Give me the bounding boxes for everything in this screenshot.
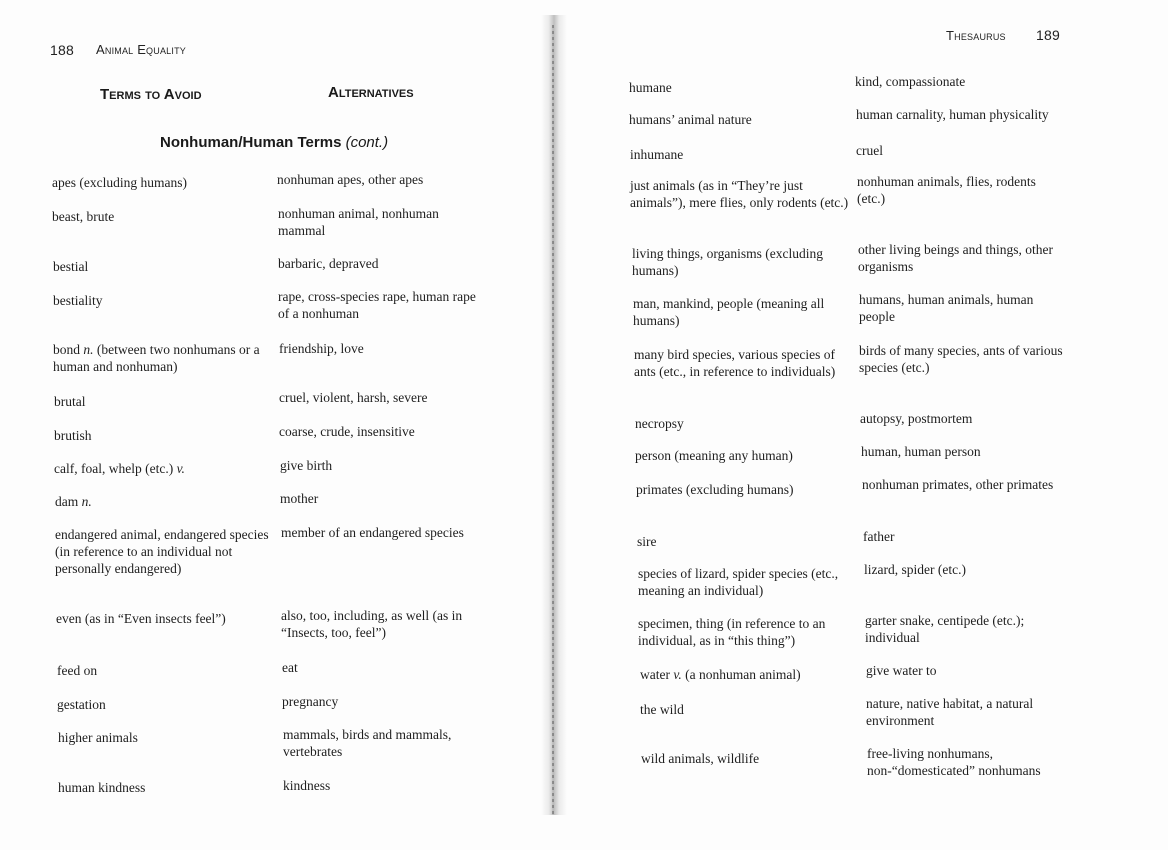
alternative-term: cruel, violent, harsh, severe: [279, 390, 428, 405]
alternative-term: mammals, birds and mammals, vertebrates: [283, 727, 452, 759]
term-to-avoid: many bird species, various species of ants (etc., in reference to individuals): [634, 347, 836, 379]
column-header-terms: Terms to Avoid: [100, 86, 202, 103]
term-to-avoid: feed on: [57, 663, 98, 678]
alternative-term: friendship, love: [279, 341, 364, 356]
section-heading: [160, 134, 388, 151]
term-to-avoid: calf, foal, whelp (etc.) v.: [54, 461, 185, 476]
alternative-term: garter snake, centipede (etc.); individual: [865, 613, 1025, 645]
section-cont: (cont.): [345, 134, 389, 151]
alternative-term: mother: [280, 491, 319, 506]
alternative-term: nonhuman animals, flies, rodents (etc.): [857, 174, 1036, 206]
alternative-term: autopsy, postmortem: [860, 411, 973, 426]
alternative-term: rape, cross-species rape, human rape of a nonhuman: [278, 289, 476, 321]
term-to-avoid: water v. (a nonhuman animal): [640, 667, 801, 682]
alternative-term: cruel: [856, 143, 883, 158]
term-to-avoid: wild animals, wildlife: [641, 751, 760, 766]
term-to-avoid: human kindness: [58, 780, 146, 795]
term-to-avoid: apes (excluding humans): [52, 175, 187, 190]
term-to-avoid: specimen, thing (in reference to an individual, as in “this thing”): [638, 616, 826, 648]
term-to-avoid: bestial: [53, 259, 89, 274]
term-to-avoid: humans’ animal nature: [629, 112, 752, 127]
term-to-avoid: inhumane: [630, 147, 684, 162]
alternative-term: coarse, crude, insensitive: [279, 424, 415, 439]
alternative-term: eat: [282, 660, 298, 675]
alternative-term: member of an endangered species: [281, 525, 464, 540]
right-page: [560, 0, 1168, 850]
alternative-term: human, human person: [861, 444, 981, 459]
alternative-term: pregnancy: [282, 694, 339, 709]
term-to-avoid: humane: [629, 80, 672, 95]
term-to-avoid: sire: [637, 534, 657, 549]
term-to-avoid: beast, brute: [52, 209, 115, 224]
alternative-term: give birth: [280, 458, 333, 473]
section-title: Nonhuman/Human Terms: [160, 134, 342, 151]
term-to-avoid: man, mankind, people (meaning all humans): [633, 296, 825, 328]
term-to-avoid: endangered animal, endangered species (in reference to an individual not personally endangered): [55, 527, 269, 576]
alternative-term: also, too, including, as well (as in “Insects, too, feel”): [281, 608, 463, 640]
left-page-number: 188: [50, 42, 74, 58]
alternative-term: nature, native habitat, a natural environment: [866, 696, 1034, 728]
term-to-avoid: living things, organisms (excluding humans): [632, 246, 823, 278]
alternative-term: other living beings and things, other organisms: [858, 242, 1053, 274]
term-to-avoid: gestation: [57, 697, 106, 712]
term-to-avoid: the wild: [640, 702, 684, 717]
term-to-avoid: bestiality: [53, 293, 103, 308]
term-to-avoid: bond n. (between two nonhumans or a human and nonhuman): [53, 342, 260, 374]
alternative-term: free-living nonhumans, non-“domesticated” nonhumans: [867, 746, 1041, 778]
alternative-term: kind, compassionate: [855, 74, 966, 89]
term-to-avoid: just animals (as in “They’re just animals”), mere flies, only rodents (etc.): [630, 178, 849, 210]
term-to-avoid: species of lizard, spider species (etc., meaning an individual): [638, 566, 839, 598]
book-gutter-binding: [552, 25, 554, 815]
term-to-avoid: primates (excluding humans): [636, 482, 794, 497]
left-running-head: Animal Equality: [96, 42, 186, 57]
alternative-term: give water to: [866, 663, 937, 678]
column-header-alternatives: Alternatives: [328, 84, 414, 101]
right-page-number: 189: [1036, 27, 1060, 43]
alternative-term: lizard, spider (etc.): [864, 562, 966, 577]
term-to-avoid: necropsy: [635, 416, 684, 431]
alternative-term: nonhuman primates, other primates: [862, 477, 1054, 492]
alternative-term: humans, human animals, human people: [859, 292, 1034, 324]
term-to-avoid: dam n.: [55, 494, 92, 509]
right-running-head: Thesaurus: [946, 28, 1006, 43]
left-page: [0, 0, 548, 850]
alternative-term: human carnality, human physicality: [856, 107, 1049, 122]
term-to-avoid: person (meaning any human): [635, 448, 793, 463]
term-to-avoid: brutal: [54, 394, 86, 409]
term-to-avoid: higher animals: [58, 730, 138, 745]
alternative-term: barbaric, depraved: [278, 256, 379, 271]
alternative-term: kindness: [283, 778, 331, 793]
alternative-term: nonhuman animal, nonhuman mammal: [278, 206, 439, 238]
alternative-term: father: [863, 529, 895, 544]
term-to-avoid: even (as in “Even insects feel”): [56, 611, 226, 626]
alternative-term: birds of many species, ants of various species (etc.): [859, 343, 1063, 375]
term-to-avoid: brutish: [54, 428, 92, 443]
alternative-term: nonhuman apes, other apes: [277, 172, 424, 187]
